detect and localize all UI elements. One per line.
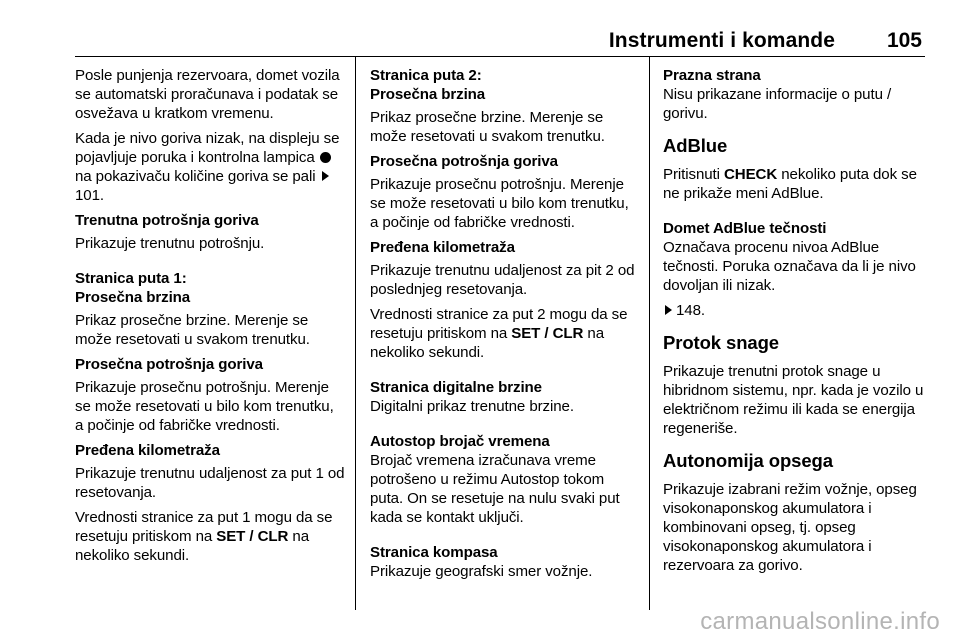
paragraph: Prikazuje trenutni protok snage u hibridnom sistemu, npr. kada je vozilo u električnom režimu ili kada se energija regeneriše. [663,363,924,437]
chapter-heading: Autonomija opsega [663,450,833,471]
paragraph [370,305,640,362]
section-heading: Stranica puta 2: [370,67,482,84]
text: nekoliko puta dok se ne prikaže meni AdBlue. [663,166,917,202]
section-heading: Pređena kilometraža [75,442,220,459]
watermark: carmanualsonline.info [700,608,940,635]
paragraph: Prikaz prosečne brzine. Merenje se može resetovati u svakom trenutku. [370,109,605,145]
section-heading: Stranica kompasa [370,544,498,561]
paragraph: Prikazuje prosečnu potrošnju. Merenje se može resetovati u bilo kom trenutku, a počinje od fabričke vrednosti. [75,379,334,434]
paragraph [663,165,931,203]
paragraph: Posle punjenja rezervoara, domet vozila se automatski proračunava i podatak se osvežava u kratkom vremenu. [75,67,340,122]
chapter-heading: AdBlue [663,135,728,156]
section-heading: Autostop brojač vremena [370,433,550,450]
text: Pritisnuti [663,166,720,183]
column-divider [649,57,650,610]
column-1 [75,66,345,571]
paragraph: Prikazuje prosečnu potrošnju. Merenje se može resetovati u bilo kom trenutku, a počinje od fabričke vrednosti. [370,176,629,231]
text: Vrednosti stranice za put 2 mogu da se resetuju pritiskom na [370,306,628,342]
page-number: 105 [886,29,922,52]
section-heading: Domet AdBlue tečnosti [663,220,827,237]
text: na nekoliko sekundi. [75,528,309,564]
section-heading: Trenutna potrošnja goriva [75,212,259,229]
text: na nekoliko sekundi. [370,325,604,361]
page-header [75,26,925,57]
paragraph: Označava procenu nivoa AdBlue tečnosti. Poruka označava da li je nivo dovoljan ili nizak. [663,239,916,294]
page-reference-icon [322,171,329,181]
section-heading: Prosečna potrošnja goriva [75,356,263,373]
paragraph: Brojač vremena izračunava vreme potrošeno u režimu Autostop tokom puta. On se resetuje na nulu svaki put kada se kontakt uključi. [370,452,620,526]
paragraph: Prikazuje geografski smer vožnje. [370,563,593,580]
page-title: Instrumenti i komande [608,29,835,52]
paragraph: Digitalni prikaz trenutne brzine. [370,398,574,415]
paragraph: Prikaz prosečne brzine. Merenje se može resetovati u svakom trenutku. [75,312,310,348]
section-heading: Pređena kilometraža [370,239,515,256]
column-divider [355,57,356,610]
text: na pokazivaču količine goriva se pali [75,168,316,185]
column-3 [663,66,931,581]
section-heading: Stranica digitalne brzine [370,379,542,396]
button-reference: SET / CLR [216,528,289,545]
paragraph: Nisu prikazane informacije o putu / gorivu. [663,86,892,122]
section-heading: Prosečna potrošnja goriva [370,153,558,170]
chapter-heading: Protok snage [663,332,779,353]
paragraph: Prikazuje trenutnu udaljenost za put 1 od resetovanja. [75,465,345,501]
text: Kada je nivo goriva nizak, na displeju se pojavljuje poruka i kontrolna lampica [75,130,340,166]
section-heading: Prosečna brzina [75,289,191,306]
button-reference: CHECK [723,166,778,183]
warning-lamp-icon [320,152,331,163]
paragraph: Prikazuje izabrani režim vožnje, opseg visokonaponskog akumulatora i kombinovani opseg, tj. opseg visokonaponskog akumulatora i rezervoara za gorivo. [663,481,917,574]
button-reference: SET / CLR [511,325,584,342]
paragraph [75,508,345,565]
paragraph [663,301,931,320]
section-heading: Prazna strana [663,67,761,84]
text: Vrednosti stranice za put 1 mogu da se resetuju pritiskom na [75,509,333,545]
paragraph [75,129,345,205]
page-reference-icon [665,305,672,315]
page-reference: 148. [676,302,705,319]
section-heading: Prosečna brzina [370,86,486,103]
paragraph: Prikazuje trenutnu udaljenost za pit 2 od poslednjeg resetovanja. [370,262,635,298]
section-heading: Stranica puta 1: [75,270,187,287]
column-2 [370,66,640,587]
paragraph: Prikazuje trenutnu potrošnju. [75,235,265,252]
page-reference: 101. [75,187,104,204]
